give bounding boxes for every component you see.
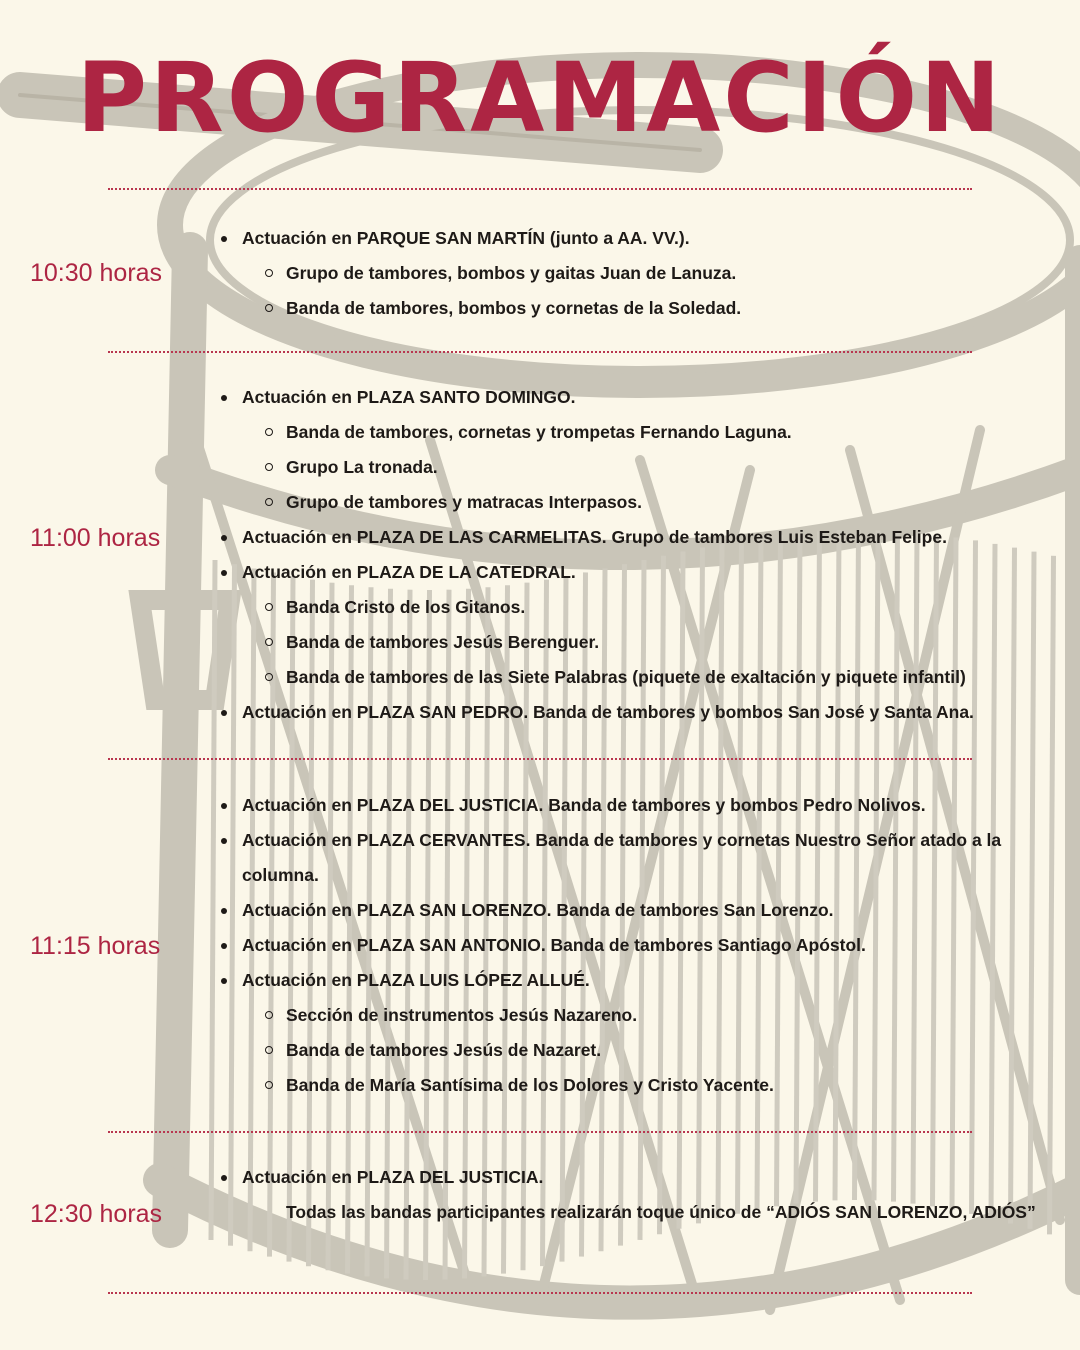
event-list: [242, 788, 1062, 1103]
band-item: Banda Cristo de los Gitanos.: [286, 590, 1062, 625]
band-item: Banda de María Santísima de los Dolores y Cristo Yacente.: [286, 1068, 1062, 1103]
event-item: Actuación en PLAZA DE LA CATEDRAL.: [242, 555, 1062, 590]
event-item: Actuación en PLAZA SAN PEDRO. Banda de tambores y bombos San José y Santa Ana.: [242, 695, 1062, 730]
band-item: Banda de tambores Jesús de Nazaret.: [286, 1033, 1062, 1068]
band-item: Sección de instrumentos Jesús Nazareno.: [286, 998, 1062, 1033]
band-list: [242, 590, 1062, 695]
band-item: Grupo de tambores, bombos y gaitas Juan de Lanuza.: [286, 256, 1062, 291]
divider: [108, 758, 972, 760]
drum-stave: [231, 564, 235, 1245]
time-label: 11:15 horas: [30, 932, 161, 960]
divider: [108, 1131, 972, 1133]
event-list: [242, 221, 1062, 326]
band-item: Grupo La tronada.: [286, 450, 1062, 485]
page-title: PROGRAMACIÓN: [76, 42, 1004, 154]
event-item: Actuación en PARQUE SAN MARTÍN (junto a AA. VV.).: [242, 221, 1062, 256]
band-item: Grupo de tambores y matracas Interpasos.: [286, 485, 1062, 520]
band-list: [242, 998, 1062, 1103]
event-item: Actuación en PLAZA SAN ANTONIO. Banda de tambores Santiago Apóstol.: [242, 928, 1062, 963]
band-list: [242, 256, 1062, 326]
event-item: Actuación en PLAZA DEL JUSTICIA. Banda de tambores y bombos Pedro Nolivos.: [242, 788, 1062, 823]
event-item: Actuación en PLAZA SANTO DOMINGO.: [242, 380, 1062, 415]
event-item: Actuación en PLAZA LUIS LÓPEZ ALLUÉ.: [242, 963, 1062, 998]
event-item: Actuación en PLAZA SAN LORENZO. Banda de tambores San Lorenzo.: [242, 893, 1062, 928]
band-item: Banda de tambores, cornetas y trompetas Fernando Laguna.: [286, 415, 1062, 450]
divider: [108, 188, 972, 190]
time-label: 11:00 horas: [30, 524, 161, 552]
event-note: Todas las bandas participantes realizarán toque único de “ADIÓS SAN LORENZO, ADIÓS”: [286, 1202, 1036, 1222]
event-list: [242, 380, 1062, 730]
time-label: 10:30 horas: [30, 259, 163, 287]
divider: [108, 1292, 972, 1294]
event-list: [242, 1160, 1062, 1230]
event-item: Actuación en PLAZA CERVANTES. Banda de tambores y cornetas Nuestro Señor atado a la columna.: [242, 823, 1062, 893]
event-item: Actuación en PLAZA DE LAS CARMELITAS. Grupo de tambores Luis Esteban Felipe.: [242, 520, 1062, 555]
band-item: Banda de tambores Jesús Berenguer.: [286, 625, 1062, 660]
band-item: Banda de tambores de las Siete Palabras (piquete de exaltación y piquete infantil): [286, 660, 1062, 695]
band-list: [242, 415, 1062, 520]
divider: [108, 351, 972, 353]
event-item: Actuación en PLAZA DEL JUSTICIA.: [242, 1160, 1062, 1195]
band-item: Banda de tambores, bombos y cornetas de la Soledad.: [286, 291, 1062, 326]
time-label: 12:30 horas: [30, 1200, 163, 1228]
